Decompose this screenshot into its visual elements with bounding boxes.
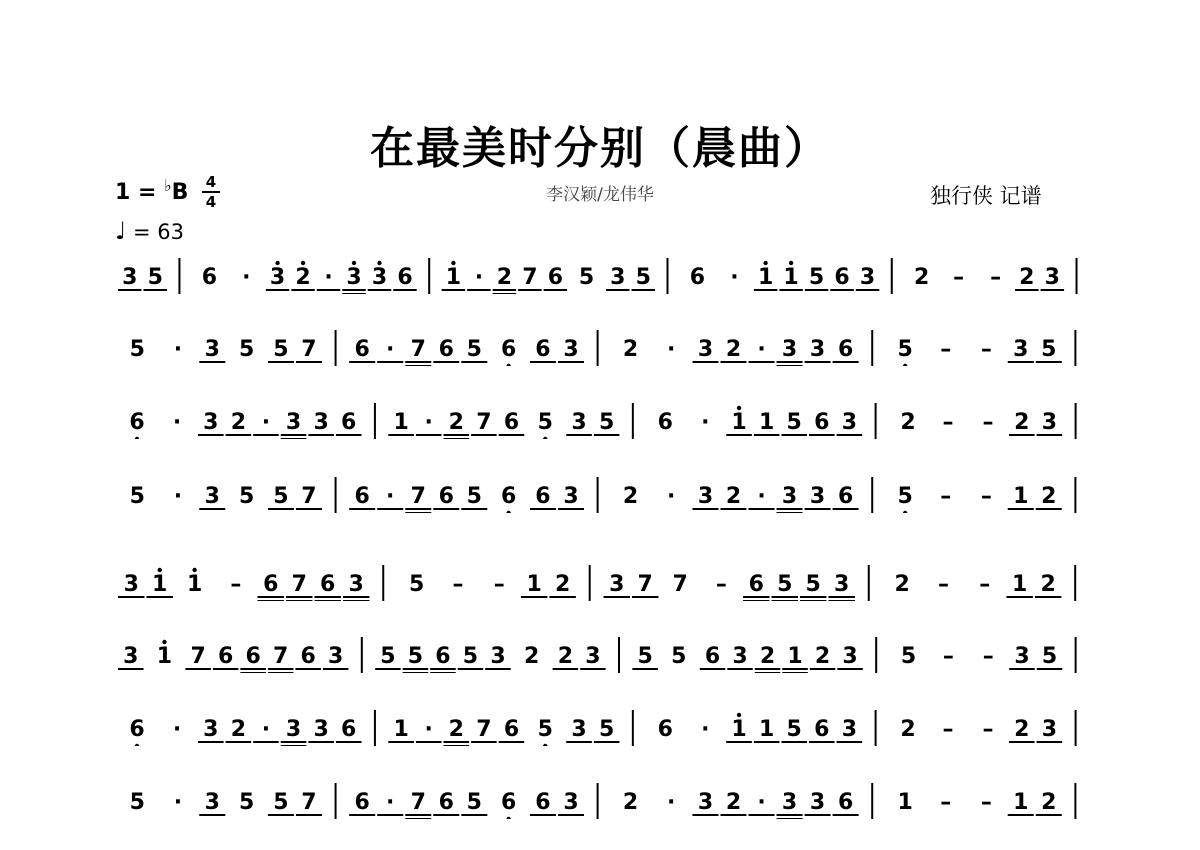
octave-up-dot [162, 640, 166, 644]
note-digit: 3 [697, 337, 714, 362]
note-digit: 6 [535, 790, 551, 815]
note-digit: 3 [781, 337, 798, 362]
note-digit: 5 [786, 717, 802, 742]
note-digit: 5 [578, 265, 595, 290]
note-digit: 2 [1014, 717, 1030, 742]
note-digit: 5 [238, 484, 255, 509]
note-digit: 3 [571, 410, 587, 435]
note-digit: 3 [571, 717, 587, 742]
augmentation-dot: · [172, 717, 182, 742]
note-digit: 3 [123, 644, 139, 669]
note-digit: 2 [814, 644, 831, 669]
note-digit: 7 [637, 572, 653, 597]
note-digit: 2 [759, 644, 776, 669]
octave-down-dot [903, 364, 907, 366]
performers: 李汉颖/龙伟华 [546, 185, 654, 205]
key-prefix: 1 = [115, 180, 165, 205]
note-digit: 3 [859, 265, 876, 290]
note-digit: 2 [725, 337, 742, 362]
note-digit: 6 [129, 717, 145, 742]
note-digit: 1 [393, 410, 409, 435]
score-line [0, 706, 1200, 746]
note-digit: 3 [585, 644, 601, 669]
note-digit: 5 [273, 484, 289, 509]
extension-dash: – [980, 337, 992, 362]
note-digit: 1 [1012, 572, 1028, 597]
note-digit: 5 [129, 484, 145, 509]
note-digit: 5 [537, 410, 553, 435]
note-digit: 3 [328, 644, 344, 669]
note-digit: 6 [438, 790, 454, 815]
extension-dash: – [980, 484, 992, 509]
note-digit: 5 [900, 644, 917, 669]
extension-dash: – [940, 337, 952, 362]
augmentation-dot: · [173, 790, 183, 815]
note-digit: 2 [622, 790, 639, 815]
note-digit: 7 [301, 337, 317, 362]
note-digit: 3 [1013, 337, 1029, 362]
note-digit: 2 [900, 410, 916, 435]
note-digit: 6 [535, 484, 551, 509]
note-digit: 3 [203, 717, 219, 742]
note-digit: 6 [500, 337, 517, 362]
note-digit: 2 [230, 410, 247, 435]
note-digit: 5 [147, 265, 163, 290]
augmentation-dot: · [757, 484, 766, 509]
extension-dash: – [452, 572, 464, 597]
note-digit: 6 [748, 572, 764, 597]
note-digit: 1 [152, 572, 168, 597]
note-digit: 6 [500, 484, 517, 509]
note-digit: 5 [1041, 644, 1058, 669]
time-denominator: 4 [205, 193, 217, 211]
note-digit: 3 [123, 572, 139, 597]
extension-dash: – [982, 644, 994, 669]
augmentation-dot: · [757, 337, 766, 362]
octave-up-dot [377, 261, 381, 265]
note-digit: 3 [563, 790, 579, 815]
note-digit: 3 [563, 484, 579, 509]
note-digit: 5 [897, 337, 913, 362]
note-digit: 5 [238, 337, 255, 362]
tempo-value: = 63 [126, 220, 184, 244]
note-digit: 3 [269, 265, 286, 290]
note-digit: 5 [407, 644, 424, 669]
note-digit: 6 [503, 717, 520, 742]
augmentation-dot: · [757, 790, 766, 815]
augmentation-dot: · [424, 717, 433, 742]
note-digit: 1 [787, 644, 803, 669]
note-digit: 7 [410, 337, 426, 362]
note-digit: 2 [725, 790, 742, 815]
note-digit: 6 [201, 265, 218, 290]
octave-up-dot [737, 406, 741, 410]
key-signature [115, 176, 188, 205]
note-digit: 3 [1041, 717, 1058, 742]
augmentation-dot: · [666, 790, 676, 815]
note-digit: 6 [657, 410, 673, 435]
note-digit: 2 [622, 484, 639, 509]
note-digit: 3 [348, 572, 364, 597]
note-digit: 3 [732, 644, 748, 669]
note-digit: 5 [808, 265, 825, 290]
note-digit: 3 [1014, 644, 1030, 669]
note-digit: 5 [777, 572, 793, 597]
note-digit: 6 [435, 644, 451, 669]
note-digit: 3 [697, 484, 714, 509]
note-digit: 2 [295, 265, 311, 290]
note-digit: 2 [524, 644, 540, 669]
note-digit: 5 [671, 644, 687, 669]
extension-dash: – [980, 790, 992, 815]
note-digit: 2 [1041, 790, 1057, 815]
key-tonic: B [171, 180, 189, 205]
note-digit: 1 [757, 265, 774, 290]
time-signature [202, 174, 220, 210]
note-digit: 5 [1041, 337, 1057, 362]
augmentation-dot: · [730, 265, 739, 290]
note-digit: 5 [129, 790, 145, 815]
extension-dash: – [942, 717, 954, 742]
note-digit: 2 [914, 265, 930, 290]
note-digit: 3 [313, 410, 329, 435]
note-digit: 6 [837, 484, 854, 509]
note-digit: 5 [273, 790, 289, 815]
octave-down-dot [135, 437, 139, 439]
note-digit: 2 [1014, 410, 1030, 435]
note-digit: 7 [301, 484, 317, 509]
note-digit: 2 [230, 717, 247, 742]
extension-dash: – [937, 572, 949, 597]
note-digit: 2 [448, 717, 464, 742]
note-digit: 3 [204, 484, 220, 509]
tempo-marking [115, 217, 184, 245]
note-digit: 5 [466, 337, 482, 362]
octave-up-dot [737, 713, 741, 717]
augmentation-dot: · [666, 484, 676, 509]
note-digit: 6 [397, 265, 413, 290]
extension-dash: – [979, 572, 991, 597]
note-digit: 3 [809, 484, 826, 509]
note-digit: 1 [1013, 484, 1029, 509]
note-digit: 3 [285, 717, 302, 742]
augmentation-dot: · [261, 410, 271, 435]
note-digit: 1 [186, 572, 203, 597]
octave-up-dot [789, 261, 793, 265]
augmentation-dot: · [173, 484, 183, 509]
note-digit: 3 [285, 410, 302, 435]
flat-sign: ♭ [164, 176, 172, 195]
extension-dash: – [715, 572, 727, 597]
note-digit: 7 [301, 790, 317, 815]
note-digit: 3 [834, 572, 850, 597]
note-digit: 7 [672, 572, 688, 597]
note-digit: 6 [834, 265, 850, 290]
note-digit: 5 [635, 265, 651, 290]
augmentation-dot: · [386, 337, 395, 362]
note-digit: 2 [894, 572, 910, 597]
note-digit: 7 [476, 717, 492, 742]
note-digit: 6 [657, 717, 673, 742]
song-title: 在最美时分别（晨曲） [370, 123, 830, 174]
note-digit: 3 [609, 572, 625, 597]
note-digit: 6 [245, 644, 261, 669]
note-digit: 6 [837, 790, 854, 815]
note-digit: 6 [704, 644, 721, 669]
note-digit: 6 [217, 644, 234, 669]
extension-dash: – [953, 265, 965, 290]
augmentation-dot: · [424, 410, 433, 435]
note-digit: 5 [598, 717, 615, 742]
note-digit: 7 [273, 644, 289, 669]
note-digit: 6 [341, 717, 357, 742]
note-digit: 7 [522, 265, 538, 290]
extension-dash: – [982, 717, 994, 742]
augmentation-dot: · [386, 484, 395, 509]
note-digit: 5 [897, 484, 913, 509]
note-digit: 5 [598, 410, 615, 435]
note-digit: 3 [809, 337, 826, 362]
extension-dash: – [940, 790, 952, 815]
note-digit: 3 [809, 790, 826, 815]
note-digit: 2 [900, 717, 916, 742]
score-line [0, 473, 1200, 513]
note-digit: 1 [731, 717, 747, 742]
note-digit: 3 [346, 265, 362, 290]
octave-up-dot [763, 261, 767, 265]
note-digit: 3 [781, 790, 798, 815]
score-line [0, 561, 1200, 601]
extension-dash: – [990, 265, 1002, 290]
note-digit: 3 [841, 410, 858, 435]
octave-down-dot [135, 744, 139, 746]
augmentation-dot: · [261, 717, 271, 742]
note-digit: 6 [354, 337, 370, 362]
note-digit: 5 [786, 410, 802, 435]
augmentation-dot: · [386, 790, 395, 815]
note-digit: 1 [393, 717, 409, 742]
extension-dash: – [982, 410, 994, 435]
note-digit: 6 [535, 337, 551, 362]
note-digit: 1 [783, 265, 799, 290]
augmentation-dot: · [666, 337, 676, 362]
note-digit: 7 [190, 644, 206, 669]
note-digit: 5 [462, 644, 479, 669]
note-digit: 1 [445, 265, 462, 290]
note-digit: 5 [805, 572, 821, 597]
note-digit: 2 [1019, 265, 1035, 290]
note-digit: 7 [291, 572, 307, 597]
note-digit: 6 [837, 337, 854, 362]
note-digit: 3 [563, 337, 579, 362]
note-digit: 3 [610, 265, 626, 290]
note-digit: 1 [897, 790, 913, 815]
note-digit: 3 [1044, 265, 1060, 290]
note-digit: 6 [547, 265, 564, 290]
note-digit: 1 [1013, 790, 1029, 815]
note-digit: 3 [203, 410, 219, 435]
note-digit: 3 [204, 337, 220, 362]
note-digit: 2 [554, 572, 571, 597]
score-line [0, 779, 1200, 819]
quarter-note-icon: ♩ [115, 217, 127, 245]
octave-down-dot [543, 437, 547, 439]
note-digit: 2 [448, 410, 464, 435]
note-digit: 6 [354, 484, 370, 509]
note-digit: 6 [503, 410, 520, 435]
octave-down-dot [506, 511, 510, 513]
note-digit: 2 [557, 644, 574, 669]
note-digit: 5 [409, 572, 425, 597]
octave-up-dot [352, 261, 356, 265]
note-digit: 1 [156, 644, 173, 669]
note-digit: 2 [496, 265, 513, 290]
note-digit: 2 [1040, 572, 1056, 597]
octave-down-dot [506, 364, 510, 366]
octave-up-dot [192, 568, 196, 572]
note-digit: 5 [380, 644, 396, 669]
note-digit: 3 [841, 717, 858, 742]
extension-dash: – [942, 410, 954, 435]
extension-dash: – [940, 484, 952, 509]
augmentation-dot: · [701, 717, 710, 742]
note-digit: 2 [622, 337, 639, 362]
note-digit: 7 [476, 410, 492, 435]
note-digit: 1 [758, 717, 775, 742]
note-digit: 7 [410, 484, 426, 509]
note-digit: 6 [320, 572, 336, 597]
note-digit: 5 [273, 337, 289, 362]
note-digit: 6 [341, 410, 357, 435]
augmentation-dot: · [173, 337, 183, 362]
note-digit: 3 [697, 790, 714, 815]
note-digit: 6 [300, 644, 316, 669]
octave-down-dot [903, 511, 907, 513]
note-digit: 6 [500, 790, 517, 815]
note-digit: 6 [263, 572, 279, 597]
score-line [0, 399, 1200, 439]
note-digit: 6 [814, 410, 830, 435]
time-numerator: 4 [205, 173, 217, 191]
note-digit: 5 [466, 484, 482, 509]
score-line [0, 326, 1200, 366]
note-digit: 1 [758, 410, 775, 435]
note-digit: 3 [371, 265, 388, 290]
note-digit: 1 [526, 572, 542, 597]
octave-down-dot [506, 817, 510, 819]
note-digit: 3 [122, 265, 138, 290]
note-digit: 1 [731, 410, 747, 435]
octave-up-dot [451, 261, 455, 265]
note-digit: 5 [537, 717, 553, 742]
note-digit: 7 [410, 790, 426, 815]
augmentation-dot: · [242, 265, 251, 290]
score-line [0, 633, 1200, 673]
note-digit: 2 [1041, 484, 1057, 509]
note-digit: 3 [781, 484, 798, 509]
note-digit: 6 [689, 265, 706, 290]
note-digit: 3 [1041, 410, 1058, 435]
extension-dash: – [493, 572, 505, 597]
augmentation-dot: · [324, 265, 333, 290]
note-digit: 5 [129, 337, 145, 362]
note-digit: 3 [842, 644, 858, 669]
note-digit: 2 [725, 484, 742, 509]
octave-up-dot [275, 261, 279, 265]
note-digit: 3 [313, 717, 329, 742]
note-digit: 5 [238, 790, 255, 815]
transcriber: 独行侠 记谱 [930, 184, 1042, 208]
note-digit: 3 [490, 644, 506, 669]
note-digit: 6 [438, 484, 454, 509]
note-digit: 5 [637, 644, 653, 669]
note-digit: 3 [204, 790, 220, 815]
augmentation-dot: · [474, 265, 484, 290]
octave-down-dot [543, 744, 547, 746]
note-digit: 6 [129, 410, 145, 435]
extension-dash: – [942, 644, 954, 669]
note-digit: 5 [466, 790, 482, 815]
note-digit: 6 [354, 790, 370, 815]
note-digit: 6 [438, 337, 454, 362]
octave-up-dot [301, 261, 305, 265]
extension-dash: – [230, 572, 242, 597]
octave-up-dot [158, 568, 162, 572]
note-digit: 6 [814, 717, 830, 742]
score-line [0, 254, 1200, 294]
augmentation-dot: · [701, 410, 710, 435]
augmentation-dot: · [172, 410, 182, 435]
